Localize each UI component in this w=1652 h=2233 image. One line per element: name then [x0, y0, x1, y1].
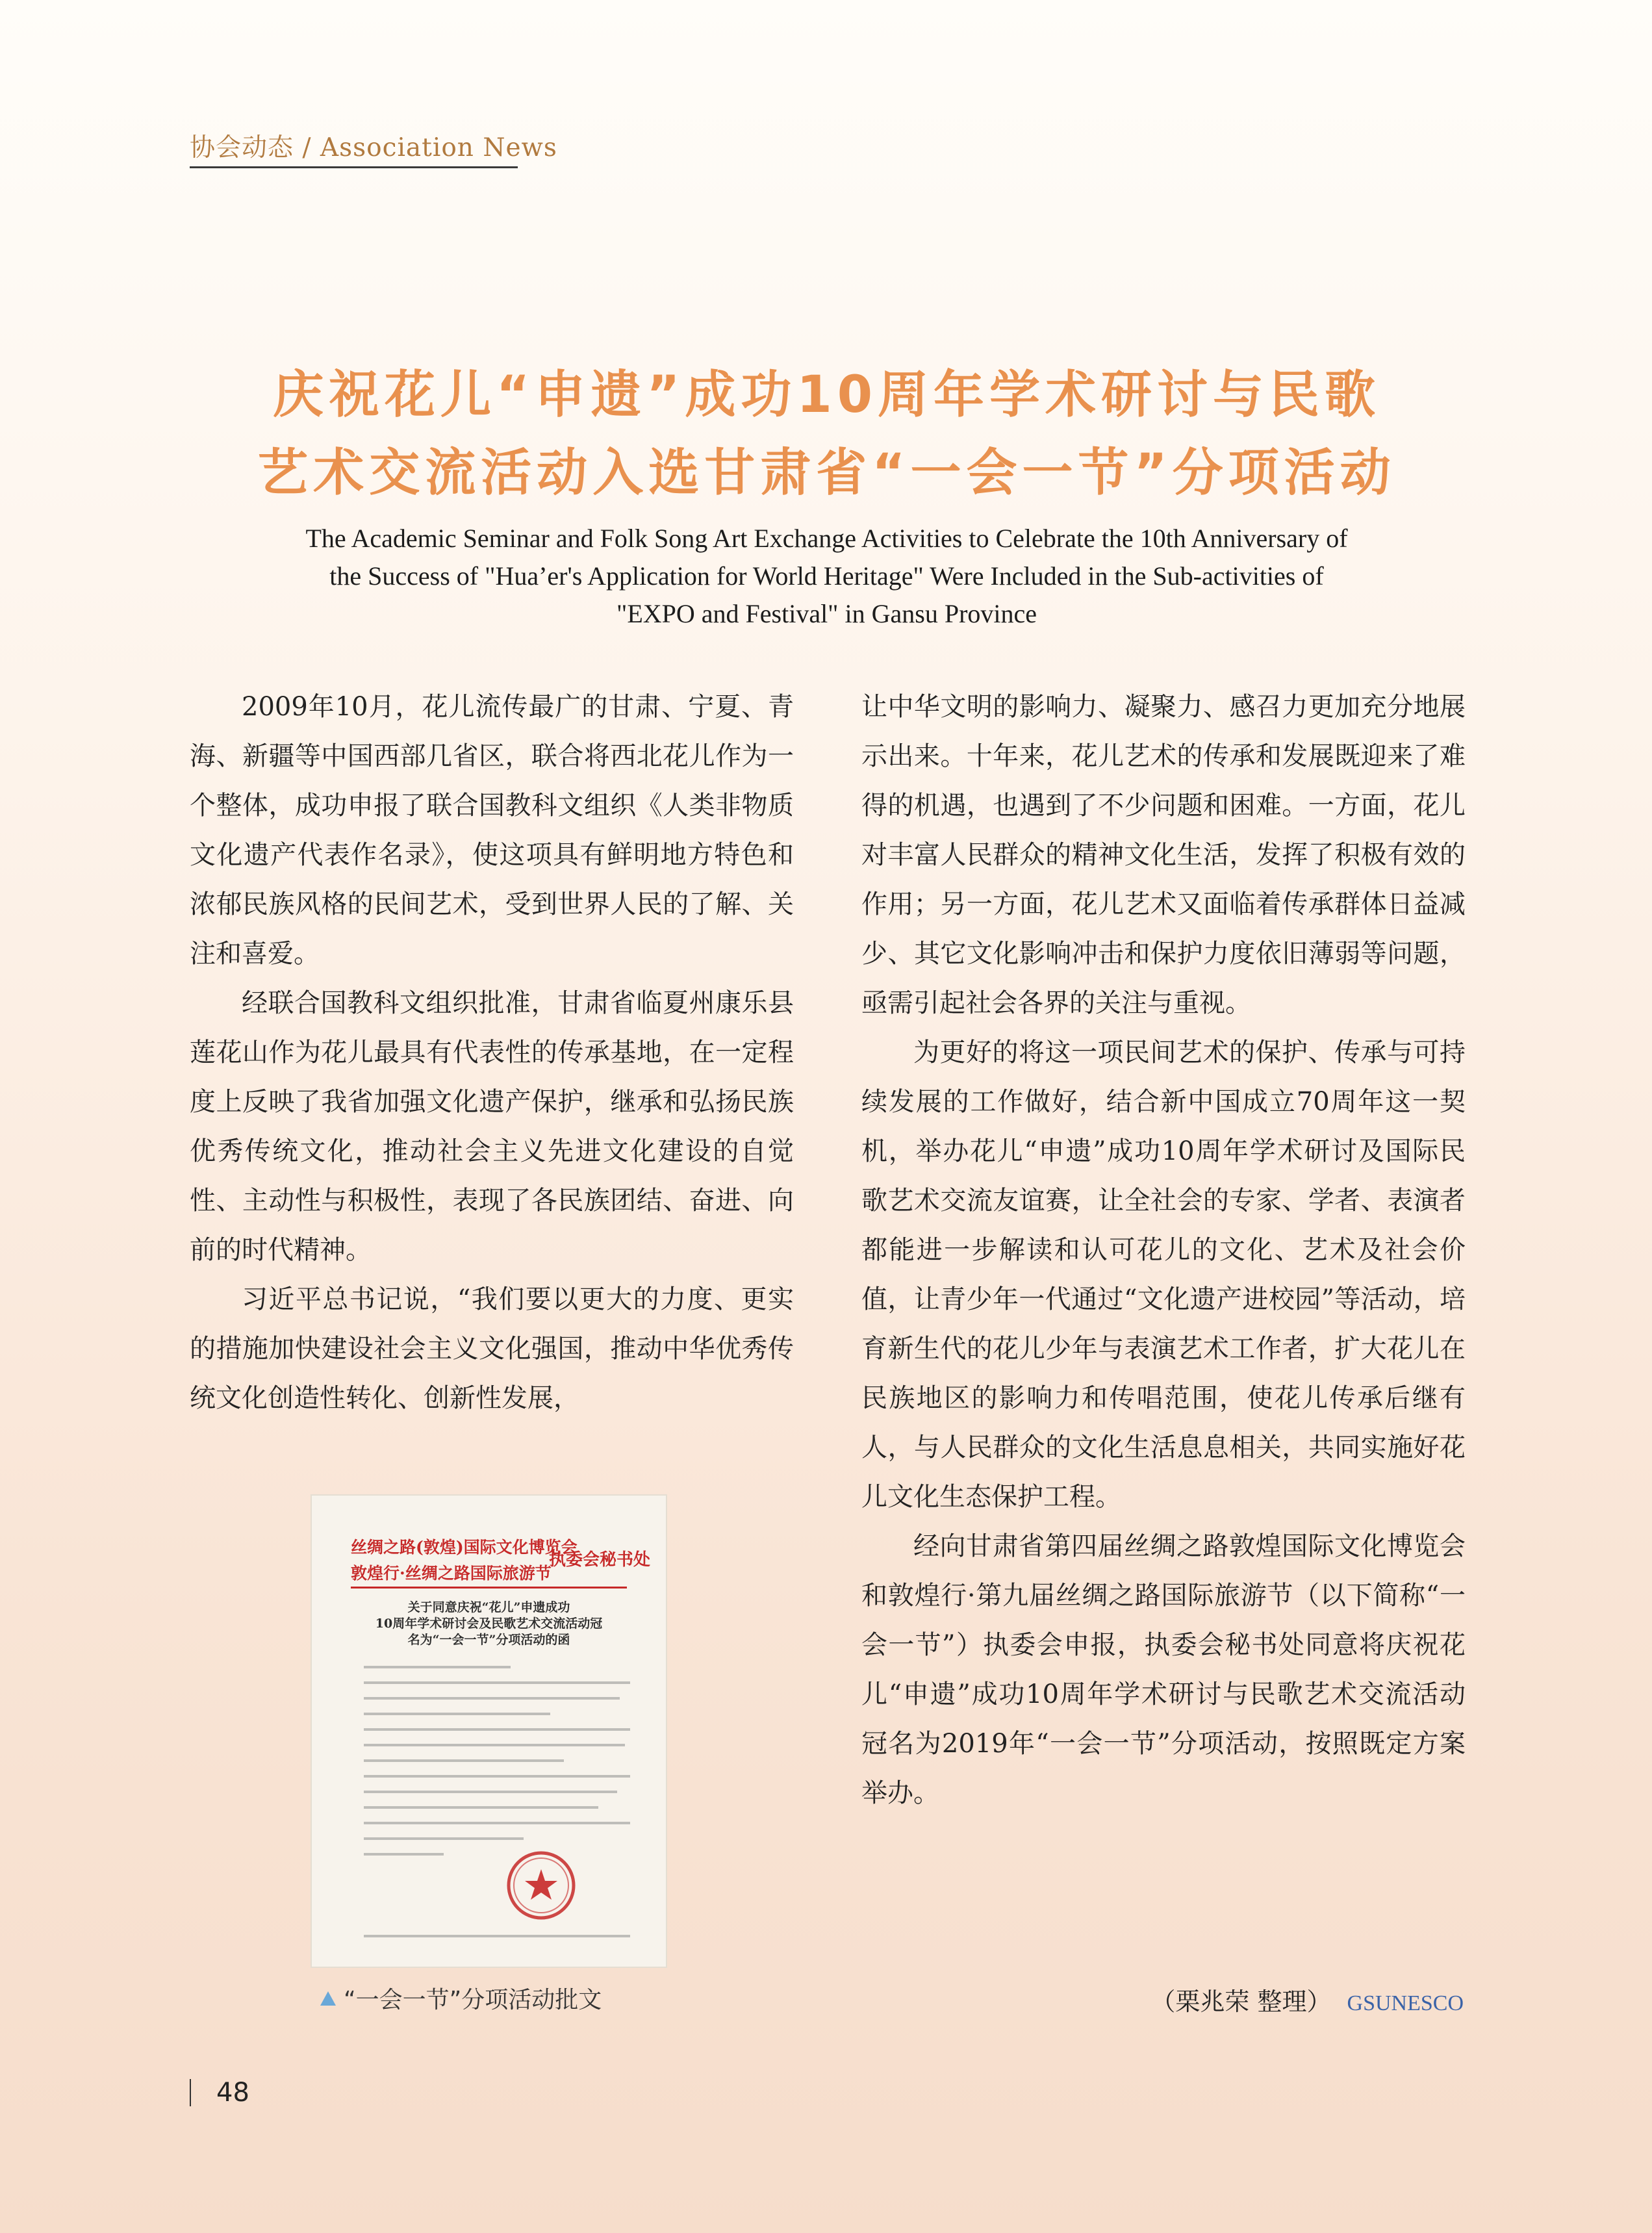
doc-text-line	[364, 1728, 630, 1731]
paragraph-continued: 让中华文明的影响力、凝聚力、感召力更加充分地展示出来。十年来，花儿艺术的传承和发展既迎来了难得的机遇，也遇到了不少问题和困难。一方面，花儿对丰富人民群众的精神文化生活，发挥了积极有效的作用；另一方面，花儿艺术又面临着传承群体日益减少、其它文化影响冲击和保护力度依旧薄弱等问题，亟需引起社会各界的关注与重视。	[861, 692, 1466, 1018]
doc-text-line	[364, 1775, 630, 1778]
paragraph: 2009年10月，花儿流传最广的甘肃、宁夏、青海、新疆等中国西部几省区，联合将西北花儿作为一个整体，成功申报了联合国教科文组织《人类非物质文化遗产代表作名录》，使这项具有鲜明地方特色和浓郁民族风格的民间艺术，受到世界人民的了解、关注和喜爱。	[190, 692, 794, 969]
doc-text-line	[364, 1744, 625, 1746]
source-tag: GSUNESCO	[1347, 1991, 1464, 2015]
doc-letterhead-side: 执委会秘书处	[549, 1550, 651, 1570]
paragraph: 习近平总书记说，“我们要以更大的力度、更实的措施加快建设社会主义文化强国，推动中华优秀传统文化创造性转化、创新性发展，	[190, 1284, 794, 1413]
header-rule	[190, 166, 518, 168]
doc-text-line	[364, 1853, 444, 1856]
doc-title	[351, 1600, 627, 1648]
section-label: 协会动态 / Association News	[190, 133, 557, 162]
official-seal-stamp-icon	[505, 1850, 577, 1921]
doc-title-line2: 10周年学术研讨会及民歌艺术交流活动冠	[375, 1616, 603, 1631]
page-number: 48	[216, 2078, 249, 2108]
paragraph: 经向甘肃省第四届丝绸之路敦煌国际文化博览会和敦煌行·第九届丝绸之路国际旅游节（以下简称“一会一节”）执委会申报，执委会秘书处同意将庆祝花儿“申遗”成功10周年学术研讨与民歌艺术交流活动冠名为2019年“一会一节”分项活动，按照既定方案举办。	[861, 1531, 1466, 1808]
doc-title-line1: 关于同意庆祝“花儿”申遗成功	[407, 1600, 570, 1614]
doc-footer-line	[364, 1935, 630, 1937]
body-column-left	[190, 682, 794, 1423]
doc-letterhead-line2: 敦煌行·丝绸之路国际旅游节	[351, 1564, 552, 1583]
triangle-bullet-icon	[320, 1991, 336, 2006]
doc-letterhead-line1: 丝绸之路(敦煌)国际文化博览会	[351, 1538, 578, 1557]
doc-text-line	[364, 1681, 630, 1684]
approval-document-photo	[312, 1496, 666, 1967]
editor-credit	[1150, 1982, 1464, 2017]
page-number-bar	[190, 2079, 191, 2106]
doc-text-line	[364, 1806, 598, 1809]
doc-text-line	[364, 1713, 550, 1715]
photo-caption-text: “一会一节”分项活动批文	[344, 1987, 602, 2013]
doc-text-line	[364, 1791, 617, 1793]
body-column-right	[861, 682, 1466, 1818]
paragraph: 为更好的将这一项民间艺术的保护、传承与可持续发展的工作做好，结合新中国成立70周年这一契机，举办花儿“申遗”成功10周年学术研讨及国际民歌艺术交流友谊赛，让全社会的专家、学者、表演者都能进一步解读和认可花儿的文化、艺术及社会价值，让青少年一代通过“文化遗产进校园”等活动，培育新生代的花儿少年与表演艺术工作者，扩大花儿在民族地区的影响力和传唱范围，使花儿传承后继有人，与人民群众的文化生活息息相关，共同实施好花儿文化生态保护工程。	[861, 1038, 1466, 1512]
doc-title-line3: 名为“一会一节”分项活动的函	[407, 1633, 570, 1647]
doc-text-line	[364, 1697, 620, 1700]
article-title-cn-line1: 庆祝花儿“申遗”成功10周年学术研讨与民歌	[272, 366, 1381, 424]
article-title-en-line2: the Success of "Hua’er's Application for World Heritage" Were Included in the Sub-activities of	[329, 561, 1324, 591]
article-title-en-line1: The Academic Seminar and Folk Song Art Exchange Activities to Celebrate the 10th Anniversary of	[305, 524, 1348, 553]
article-title-cn-line2: 艺术交流活动入选甘肃省“一会一节”分项活动	[257, 444, 1396, 502]
editor-name: （栗兆荣 整理）	[1150, 1987, 1332, 2016]
paragraph: 经联合国教科文组织批准，甘肃省临夏州康乐县莲花山作为花儿最具有代表性的传承基地，在一定程度上反映了我省加强文化遗产保护，继承和弘扬民族优秀传统文化，推动社会主义先进文化建设的自觉性、主动性与积极性，表现了各民族团结、奋进、向前的时代精神。	[190, 988, 794, 1265]
photo-caption	[320, 1982, 602, 2015]
doc-text-line	[364, 1822, 630, 1824]
doc-text-line	[364, 1837, 524, 1840]
article-title-en	[195, 520, 1458, 633]
doc-body-text-lines	[364, 1666, 630, 1869]
article-title-en-line3: "EXPO and Festival" in Gansu Province	[616, 599, 1037, 628]
doc-red-rule	[351, 1587, 627, 1589]
doc-text-line	[364, 1666, 511, 1668]
doc-text-line	[364, 1759, 564, 1762]
